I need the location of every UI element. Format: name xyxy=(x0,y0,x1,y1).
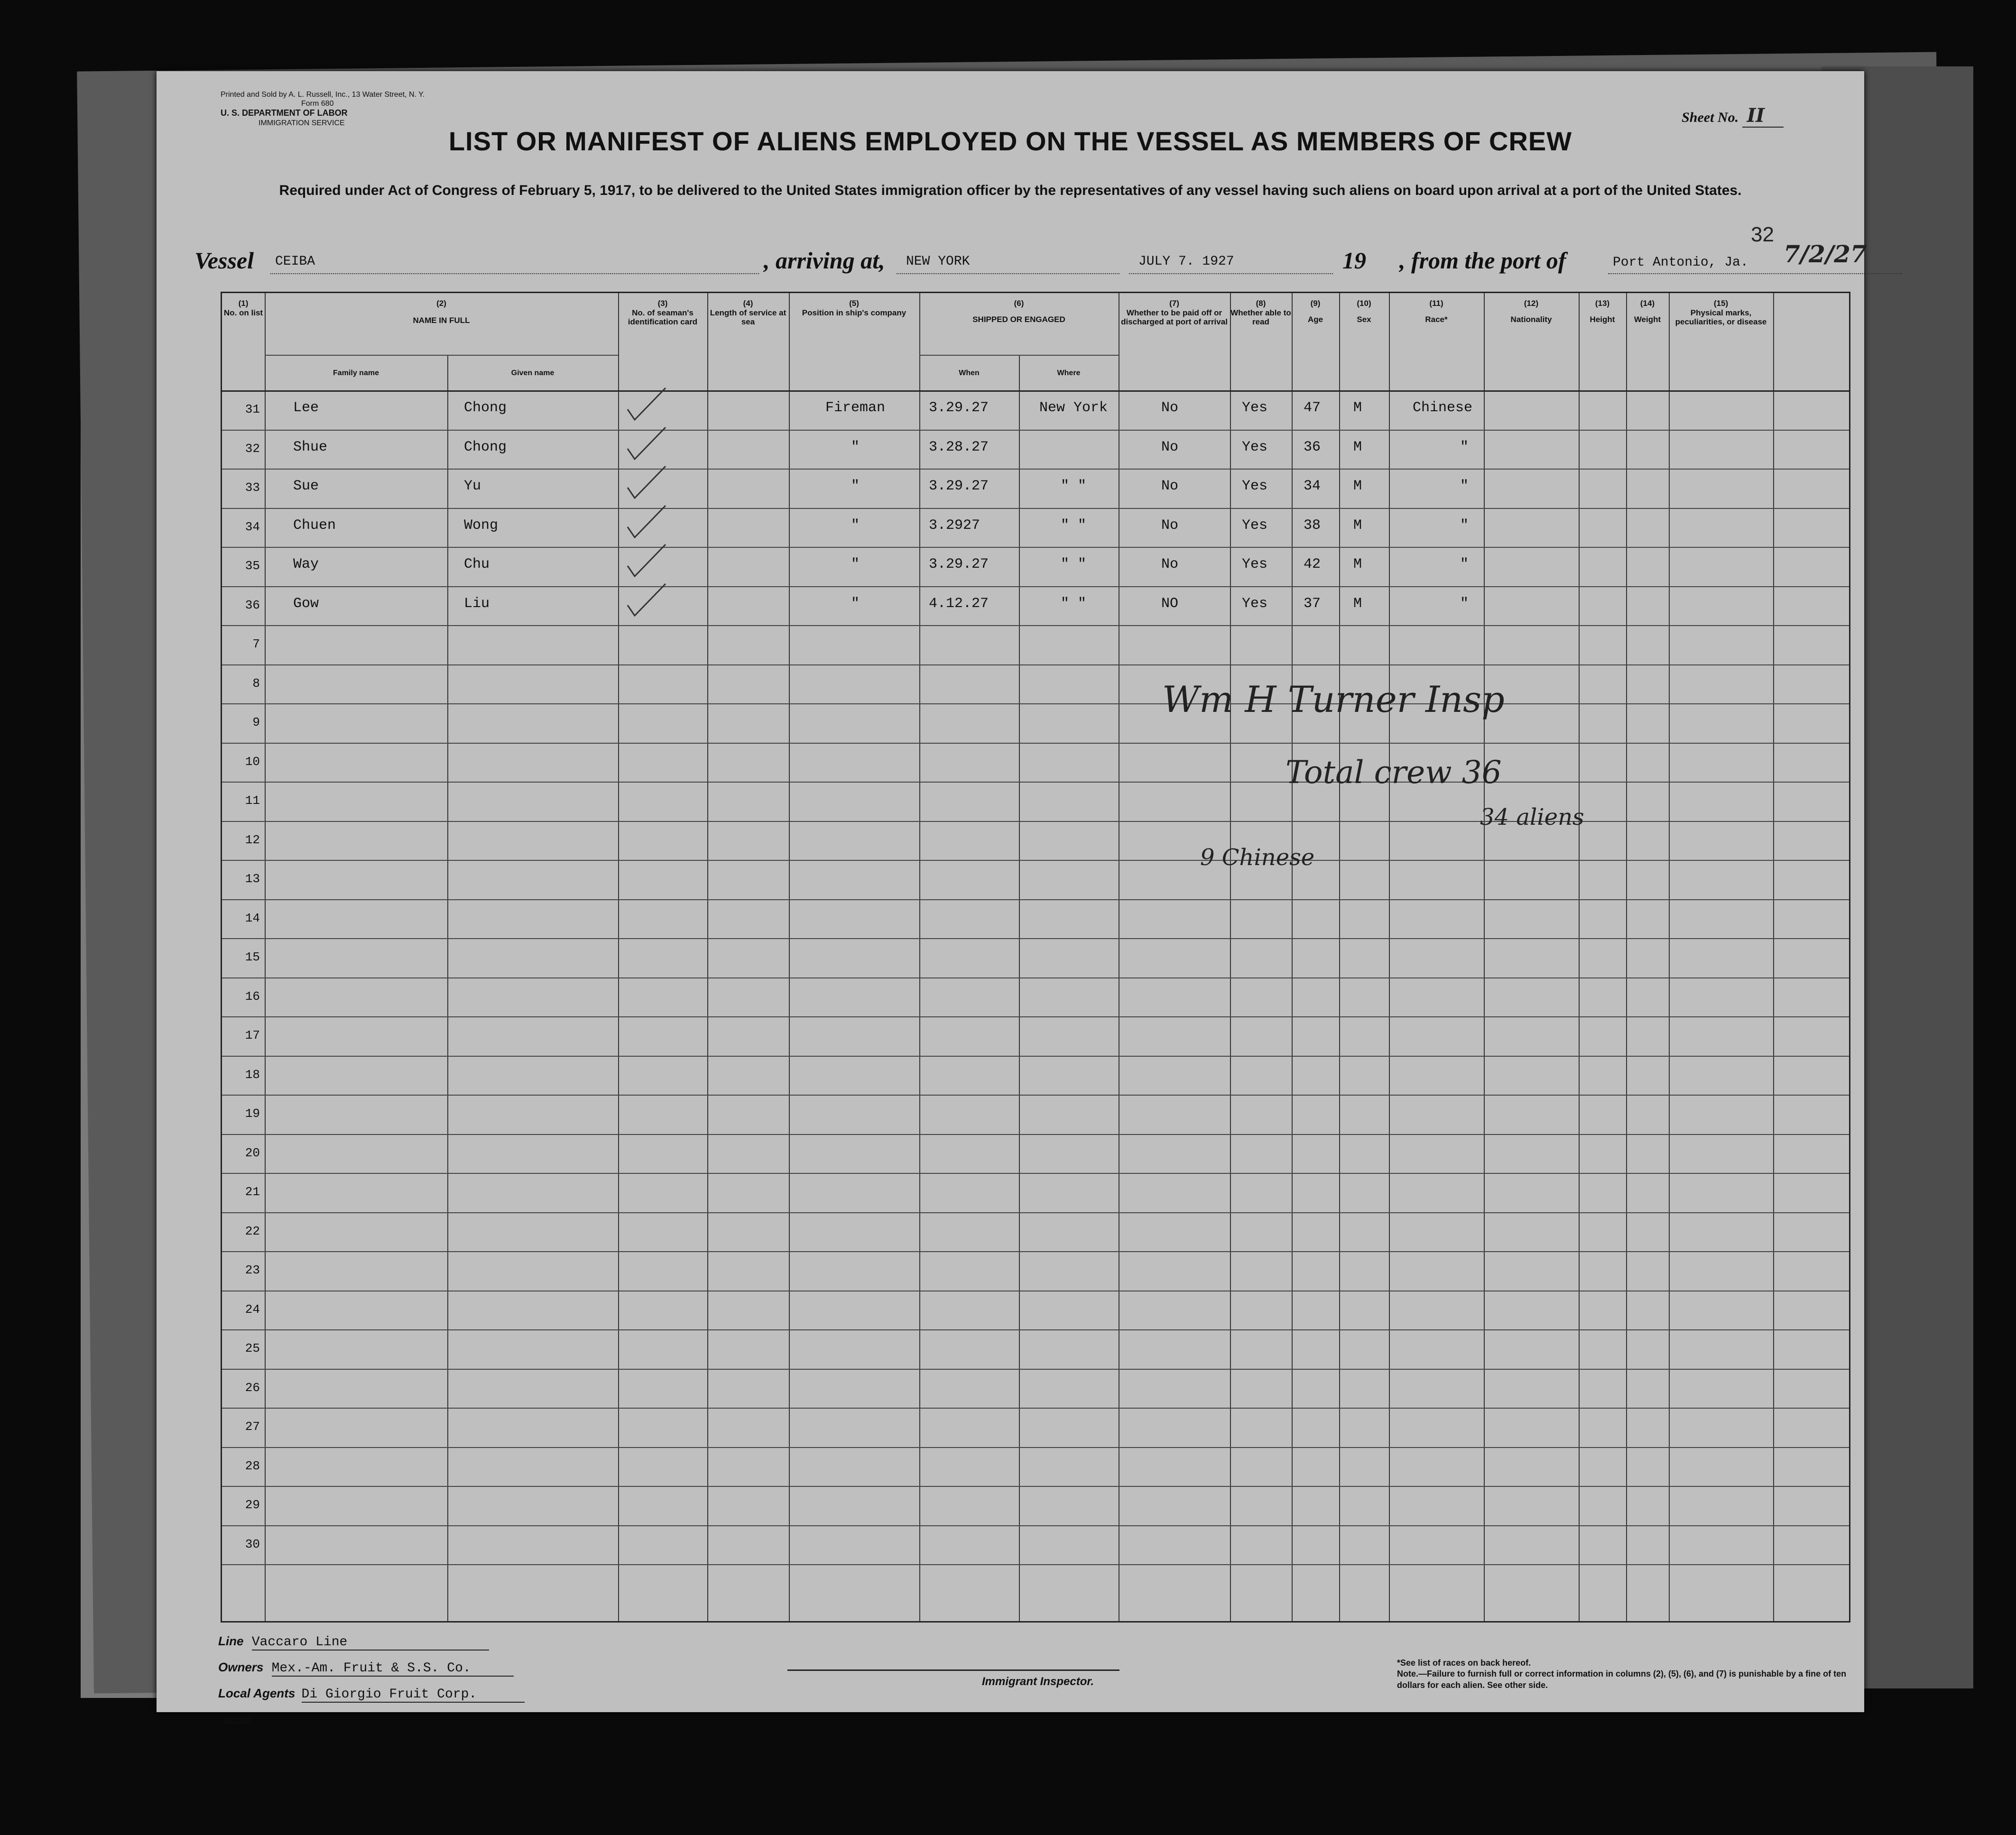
shipped-where-cell: " " xyxy=(1060,595,1086,612)
check-mark-icon xyxy=(625,503,668,541)
family-name-cell: Chuen xyxy=(293,517,336,534)
row-divider xyxy=(222,1173,1849,1174)
race-cell: " xyxy=(1460,517,1469,534)
row-divider xyxy=(222,703,1849,704)
age-cell: 34 xyxy=(1304,478,1321,494)
row-divider xyxy=(222,782,1849,783)
col-divider xyxy=(1389,293,1390,1621)
row-number: 9 xyxy=(252,715,260,729)
sex-cell: M xyxy=(1353,595,1362,612)
row-divider xyxy=(222,977,1849,978)
age-cell: 38 xyxy=(1304,517,1321,534)
col-head-height: (13) Height xyxy=(1590,299,1615,324)
races-note: *See list of races on back hereof. xyxy=(1397,1658,1531,1668)
row-divider xyxy=(222,1369,1849,1370)
sex-cell: M xyxy=(1353,400,1362,416)
shipped-when-cell: 3.2927 xyxy=(929,517,980,534)
footer-notes xyxy=(1397,1658,1862,1691)
col-head-weight: (14) Weight xyxy=(1634,299,1661,324)
row-number: 21 xyxy=(245,1185,260,1199)
able-to-read-cell: Yes xyxy=(1242,556,1268,572)
row-number: 33 xyxy=(245,480,260,495)
vessel-underline xyxy=(270,273,759,274)
check-mark-icon xyxy=(625,464,668,502)
col-divider xyxy=(919,293,920,1621)
arriving-underline xyxy=(897,273,1119,274)
row-number: 20 xyxy=(245,1145,260,1160)
form-header xyxy=(221,90,425,128)
row-number: 8 xyxy=(252,676,260,691)
family-name-cell: Gow xyxy=(293,595,319,612)
page-subtitle: Required under Act of Congress of February 5, 1917, to be delivered to the United States immigration officer by the representatives of any vessel having such aliens on board upon arrival at a port of the United States. xyxy=(279,183,1742,198)
col-head-given: Given name xyxy=(511,369,555,377)
col-divider xyxy=(1626,293,1627,1621)
col-divider xyxy=(447,355,448,1621)
voyage-line xyxy=(194,240,1867,275)
col-divider xyxy=(707,293,708,1621)
arriving-port: NEW YORK xyxy=(906,254,970,269)
col-divider xyxy=(618,293,619,1621)
owners-label: Owners xyxy=(218,1660,264,1674)
position-cell: " xyxy=(851,595,860,612)
arrival-date: JULY 7. 1927 xyxy=(1138,254,1234,269)
family-name-cell: Shue xyxy=(293,439,328,455)
col-head-read: (8) Whether able to read xyxy=(1230,299,1291,327)
family-name-cell: Sue xyxy=(293,478,319,494)
row-divider xyxy=(222,430,1849,431)
port-underline xyxy=(1608,273,1902,274)
row-divider xyxy=(222,1016,1849,1017)
position-cell: " xyxy=(851,556,860,572)
race-cell: " xyxy=(1460,478,1469,494)
sheet-number xyxy=(1682,104,1784,127)
able-to-read-cell: Yes xyxy=(1242,595,1268,612)
shipped-when-cell: 3.29.27 xyxy=(929,400,989,416)
able-to-read-cell: Yes xyxy=(1242,517,1268,534)
row-divider xyxy=(222,938,1849,939)
agents-value: Di Giorgio Fruit Corp. xyxy=(302,1687,525,1703)
chinese-count-note: 9 Chinese xyxy=(1200,844,1315,871)
position-cell: " xyxy=(851,439,860,455)
family-name-cell: Way xyxy=(293,556,319,572)
check-mark-icon xyxy=(625,581,668,619)
agents-label: Local Agents xyxy=(218,1686,296,1700)
col-divider xyxy=(1669,293,1670,1621)
given-name-cell: Wong xyxy=(464,517,499,534)
age-cell: 36 xyxy=(1304,439,1321,455)
row-divider xyxy=(222,1251,1849,1252)
row-divider xyxy=(222,1486,1849,1487)
position-cell: " xyxy=(851,478,860,494)
printer-line: Printed and Sold by A. L. Russell, Inc., 13 Water Street, N. Y. xyxy=(221,91,425,99)
check-mark-icon xyxy=(625,542,668,580)
sheet-value: II xyxy=(1742,104,1784,128)
row-divider xyxy=(222,469,1849,470)
row-number: 36 xyxy=(245,598,260,612)
age-cell: 47 xyxy=(1304,400,1321,416)
col-divider xyxy=(1292,293,1293,1621)
form-code: 14-1240 xyxy=(223,1717,251,1725)
col-head-length: (4) Length of service at sea xyxy=(710,299,786,327)
col-head-race: (11) Race* xyxy=(1425,299,1448,324)
inspector-signature-line xyxy=(787,1669,1119,1671)
line-label: Line xyxy=(218,1634,244,1648)
row-number: 34 xyxy=(245,519,260,534)
page-number: 32 xyxy=(1751,223,1774,246)
race-cell: Chinese xyxy=(1413,400,1473,416)
crew-table xyxy=(221,292,1850,1623)
sheet-label: Sheet No. xyxy=(1682,110,1739,125)
paid-off-cell: No xyxy=(1161,556,1179,572)
row-divider xyxy=(222,586,1849,587)
col-head-position: (5) Position in ship's company xyxy=(802,299,906,317)
family-name-cell: Lee xyxy=(293,400,319,416)
row-number: 23 xyxy=(245,1263,260,1277)
row-divider xyxy=(222,625,1849,626)
given-name-cell: Chong xyxy=(464,400,507,416)
position-cell: " xyxy=(851,517,860,534)
shipped-when-cell: 4.12.27 xyxy=(929,595,989,612)
page-title: LIST OR MANIFEST OF ALIENS EMPLOYED ON THE VESSEL AS MEMBERS OF CREW xyxy=(448,126,1572,156)
row-number: 18 xyxy=(245,1067,260,1082)
col-divider xyxy=(1230,293,1231,1621)
row-number: 11 xyxy=(245,793,260,808)
sex-cell: M xyxy=(1353,556,1362,572)
row-divider xyxy=(222,1408,1849,1409)
row-divider xyxy=(222,547,1849,548)
row-number: 24 xyxy=(245,1302,260,1317)
col-head-nationality: (12) Nationality xyxy=(1510,299,1552,324)
shipped-when-cell: 3.29.27 xyxy=(929,478,989,494)
race-cell: " xyxy=(1460,595,1469,612)
col-divider xyxy=(789,293,790,1621)
paid-off-cell: NO xyxy=(1161,595,1179,612)
footer-line-row xyxy=(218,1634,489,1651)
fine-note: Note.—Failure to furnish full or correct information in columns (2), (5), (6), and (7) is punishable by a fine of ten dollars for each alien. See other side. xyxy=(1397,1669,1847,1690)
able-to-read-cell: Yes xyxy=(1242,400,1268,416)
paid-off-cell: No xyxy=(1161,400,1179,416)
row-divider xyxy=(222,1564,1849,1565)
shipped-where-cell: " " xyxy=(1060,556,1086,572)
col-divider xyxy=(1773,293,1774,1621)
line-value: Vaccaro Line xyxy=(252,1635,489,1651)
row-divider xyxy=(222,1329,1849,1330)
paid-off-cell: No xyxy=(1161,439,1179,455)
col-divider xyxy=(265,293,266,1621)
row-number: 13 xyxy=(245,872,260,886)
col-head-name: (2) NAME IN FULL xyxy=(413,299,470,325)
given-name-cell: Liu xyxy=(464,595,490,612)
shipped-where-cell: " " xyxy=(1060,517,1086,534)
check-mark-icon xyxy=(625,386,668,424)
row-number: 16 xyxy=(245,989,260,1004)
shipped-when-cell: 3.29.27 xyxy=(929,556,989,572)
col-head-age: (9) Age xyxy=(1307,299,1323,324)
year-label: 19 xyxy=(1342,247,1366,274)
service: IMMIGRATION SERVICE xyxy=(259,119,345,127)
arriving-label: , arriving at, xyxy=(764,247,885,274)
from-port: Port Antonio, Ja. xyxy=(1613,255,1748,270)
row-number: 27 xyxy=(245,1420,260,1434)
row-divider xyxy=(222,508,1849,509)
row-number: 35 xyxy=(245,559,260,573)
form-number: Form 680 xyxy=(301,100,334,108)
col-head-family: Family name xyxy=(333,369,379,377)
total-crew-note: Total crew 36 xyxy=(1285,754,1502,791)
race-cell: " xyxy=(1460,439,1469,455)
col-divider xyxy=(1484,293,1485,1621)
row-number: 30 xyxy=(245,1537,260,1551)
shipped-where-cell: New York xyxy=(1039,400,1108,416)
row-number: 17 xyxy=(245,1028,260,1042)
row-number: 10 xyxy=(245,754,260,769)
vessel-label: Vessel xyxy=(194,247,254,274)
able-to-read-cell: Yes xyxy=(1242,439,1268,455)
age-cell: 37 xyxy=(1304,595,1321,612)
col-divider xyxy=(1579,293,1580,1621)
paid-off-cell: No xyxy=(1161,517,1179,534)
row-divider xyxy=(222,664,1849,665)
shipped-subheader-line xyxy=(919,355,1119,356)
row-number: 31 xyxy=(245,402,260,416)
sex-cell: M xyxy=(1353,439,1362,455)
footer-agents-row xyxy=(218,1686,525,1703)
col-head-when: When xyxy=(959,369,980,377)
row-divider xyxy=(222,821,1849,822)
row-number: 12 xyxy=(245,832,260,847)
row-number: 28 xyxy=(245,1458,260,1473)
row-number: 22 xyxy=(245,1224,260,1238)
header-bottom-line xyxy=(222,390,1849,392)
col-divider xyxy=(1339,293,1340,1621)
row-number: 25 xyxy=(245,1341,260,1356)
row-divider xyxy=(222,1134,1849,1135)
col-head-paid-off: (7) Whether to be paid off or discharged at port of arrival xyxy=(1121,299,1228,327)
row-divider xyxy=(222,899,1849,900)
from-label: , from the port of xyxy=(1399,247,1566,274)
row-number: 26 xyxy=(245,1380,260,1395)
col-head-no: (1) No. on list xyxy=(223,299,263,317)
col-divider xyxy=(1019,355,1020,1621)
sex-cell: M xyxy=(1353,478,1362,494)
col-head-shipped: (6) SHIPPED OR ENGAGED xyxy=(972,299,1065,324)
vessel-name: CEIBA xyxy=(275,254,315,269)
row-divider xyxy=(222,743,1849,744)
sex-cell: M xyxy=(1353,517,1362,534)
row-divider xyxy=(222,860,1849,861)
col-head-physical: (15) Physical marks, peculiarities, or disease xyxy=(1675,299,1767,327)
col-head-sex: (10) Sex xyxy=(1357,299,1371,324)
manifest-sheet xyxy=(157,71,1867,1725)
row-number: 29 xyxy=(245,1498,260,1512)
owners-value: Mex.-Am. Fruit & S.S. Co. xyxy=(272,1661,514,1677)
paid-off-cell: No xyxy=(1161,478,1179,494)
given-name-cell: Yu xyxy=(464,478,481,494)
date-underline xyxy=(1129,273,1333,274)
row-number: 14 xyxy=(245,911,260,925)
department: U. S. DEPARTMENT OF LABOR xyxy=(221,108,348,118)
row-divider xyxy=(222,1447,1849,1448)
col-head-id-card: (3) No. of seaman's identification card xyxy=(628,299,698,327)
given-name-cell: Chu xyxy=(464,556,490,572)
shipped-where-cell: " " xyxy=(1060,478,1086,494)
name-subheader-line xyxy=(265,355,618,356)
row-divider xyxy=(222,1212,1849,1213)
col-head-where: Where xyxy=(1057,369,1081,377)
shipped-when-cell: 3.28.27 xyxy=(929,439,989,455)
row-number: 7 xyxy=(252,637,260,651)
row-divider xyxy=(222,1095,1849,1096)
row-number: 15 xyxy=(245,950,260,964)
footer-owners-row xyxy=(218,1660,514,1677)
handwritten-date: 7/2/27 xyxy=(1784,240,1867,268)
inspector-signature: Wm H Turner Insp xyxy=(1162,678,1505,720)
row-number: 19 xyxy=(245,1107,260,1121)
age-cell: 42 xyxy=(1304,556,1321,572)
row-divider xyxy=(222,1056,1849,1057)
check-mark-icon xyxy=(625,425,668,463)
position-cell: Fireman xyxy=(825,400,886,416)
row-divider xyxy=(222,1525,1849,1526)
able-to-read-cell: Yes xyxy=(1242,478,1268,494)
row-number: 32 xyxy=(245,441,260,456)
given-name-cell: Chong xyxy=(464,439,507,455)
inspector-label: Immigrant Inspector. xyxy=(982,1675,1094,1688)
aliens-count-note: 34 aliens xyxy=(1480,804,1584,830)
race-cell: " xyxy=(1460,556,1469,572)
